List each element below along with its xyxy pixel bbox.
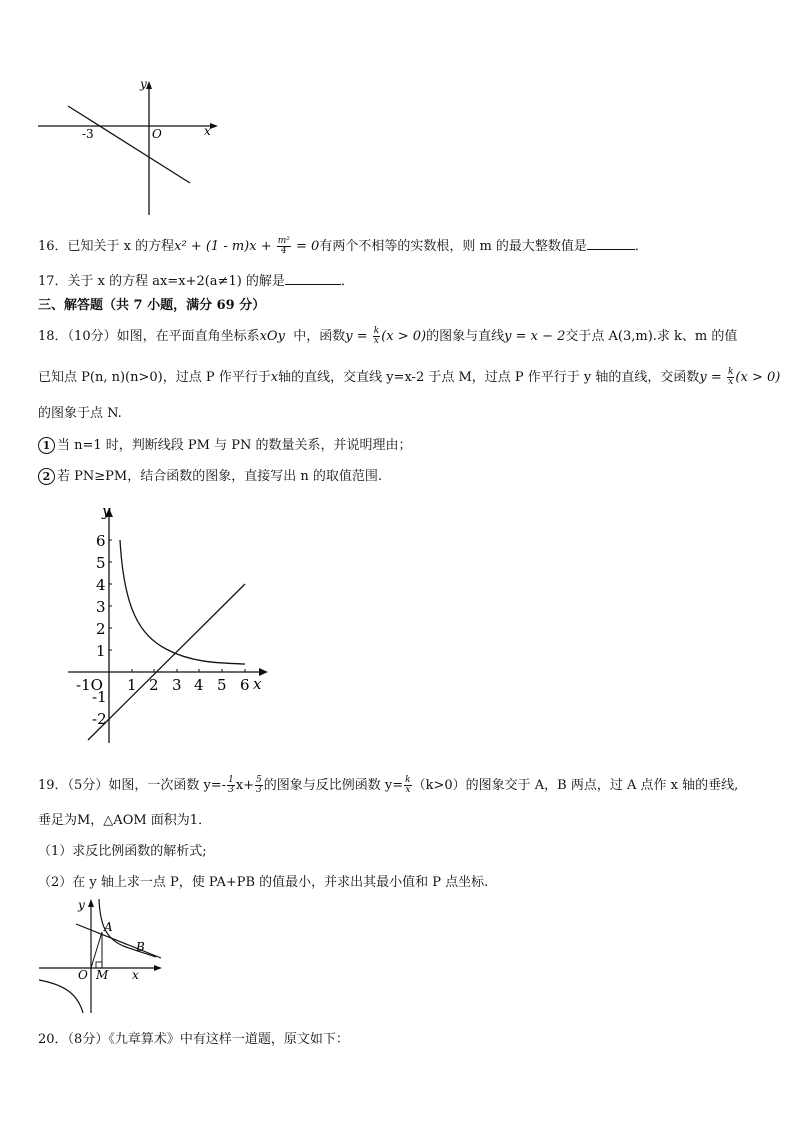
q19-origin-label: O bbox=[78, 968, 88, 982]
question-19-line-1: 19．（5分）如图，一次函数 y=- $\frac{1}{3}$ x+ $\frac{5}{3}$ 的图象与反比例函数 y= $\frac{k}{x}$ （k>0）的图象交于 A，B 两点，过 A 点作 x 轴的垂线, bbox=[38, 775, 739, 795]
q16-fraction: $\frac{\text{m²}}{4}$ bbox=[277, 236, 290, 256]
q19-y-axis-label: y bbox=[78, 898, 85, 912]
q18-fraction-2: $\frac{k}{x}$ bbox=[727, 367, 734, 387]
q18-y-tick-label: 4 bbox=[96, 576, 106, 594]
q19-point-a: A bbox=[104, 920, 113, 934]
q19-fraction-2: $\frac{5}{3}$ bbox=[256, 775, 262, 795]
question-20: 20．（8分）《九章算术》中有这样一道题，原文如下： bbox=[38, 1032, 349, 1047]
q17-answer-blank[interactable] bbox=[285, 270, 341, 285]
q18-x-axis-label: x bbox=[253, 675, 262, 693]
q18-fraction: $\frac{k}{x}$ bbox=[373, 326, 380, 346]
question-19-line-2: 垂足为M，△AOM 面积为1． bbox=[38, 813, 212, 828]
question-19-sub-1: （1）求反比例函数的解析式; bbox=[38, 844, 207, 859]
q18-x-tick-label: 5 bbox=[217, 676, 227, 694]
q19-point-m: M bbox=[96, 968, 109, 982]
q18-y-axis-label: y bbox=[102, 502, 111, 520]
q19-graph bbox=[36, 895, 166, 1015]
q15-y-axis-label: y bbox=[140, 77, 147, 91]
question-18-sub-1: 1 当 n=1 时，判断线段 PM 与 PN 的数量关系，并说明理由； bbox=[38, 437, 412, 455]
q18-graph bbox=[60, 500, 280, 750]
q19-x-axis-label: x bbox=[132, 968, 139, 982]
q18-y-tick-label: 3 bbox=[96, 598, 106, 616]
section-3-heading: 三、解答题（共 7 小题，满分 69 分） bbox=[38, 298, 266, 313]
q18-y-tick-label: -2 bbox=[92, 710, 107, 728]
circled-2-icon: 2 bbox=[38, 468, 55, 485]
q16-answer-blank[interactable] bbox=[587, 235, 635, 250]
question-19-sub-2: （2）在 y 轴上求一点 P，使 PA+PB 的值最小，并求出其最小值和 P 点坐标. bbox=[38, 875, 489, 890]
question-18-line-1: 18．（10分）如图，在平面直角坐标系xOy 中，函数y = $\frac{k}{x}$ (x > 0)的图象与直线y = x − 2交于点 A(3,m).求 k、m 的值 bbox=[38, 326, 738, 346]
q18-y-tick-label: 5 bbox=[96, 554, 106, 572]
q18-x-tick-label: 3 bbox=[172, 676, 182, 694]
q18-x-tick-label: 2 bbox=[149, 676, 159, 694]
q19-fraction-3: $\frac{k}{x}$ bbox=[405, 775, 411, 795]
question-18-line-2: 已知点 P(n, n)(n>0)，过点 P 作平行于x轴的直线，交直线 y=x-2 于点 M，过点 P 作平行于 y 轴的直线，交函数y = $\frac{k}{x}$ (x > 0) bbox=[38, 367, 781, 387]
question-18-sub-2: 2 若 PN≥PM，结合函数的图象，直接写出 n 的取值范围. bbox=[38, 468, 382, 486]
q19-fraction-1: $\frac{1}{3}$ bbox=[228, 775, 234, 795]
q19-point-b: B bbox=[136, 940, 145, 954]
q18-y-tick-label: -1 bbox=[92, 688, 107, 706]
q15-x-axis-label: x bbox=[204, 124, 211, 138]
circled-1-icon: 1 bbox=[38, 437, 55, 454]
q18-y-tick-label: 1 bbox=[96, 642, 106, 660]
q18-origin-label: -1O bbox=[76, 676, 103, 694]
q15-tick-neg3: -3 bbox=[82, 127, 94, 141]
question-16: 16．已知关于 x 的方程x² + (1 - m)x + $\frac{\text{m²}}{4}$ = 0有两个不相等的实数根，则 m 的最大整数值是 ． bbox=[38, 236, 648, 256]
q18-x-tick-label: 4 bbox=[194, 676, 204, 694]
q15-origin-label: O bbox=[152, 127, 162, 141]
q18-y-tick-label: 6 bbox=[96, 532, 106, 550]
q15-figure bbox=[30, 75, 230, 220]
question-17: 17．关于 x 的方程 ax=x+2(a≠1) 的解是 ． bbox=[38, 270, 354, 291]
q18-y-tick-label: 2 bbox=[96, 620, 106, 638]
q18-x-tick-label: 1 bbox=[127, 676, 137, 694]
question-18-line-3: 的图象于点 N. bbox=[38, 406, 122, 421]
q18-x-tick-label: 6 bbox=[240, 676, 250, 694]
